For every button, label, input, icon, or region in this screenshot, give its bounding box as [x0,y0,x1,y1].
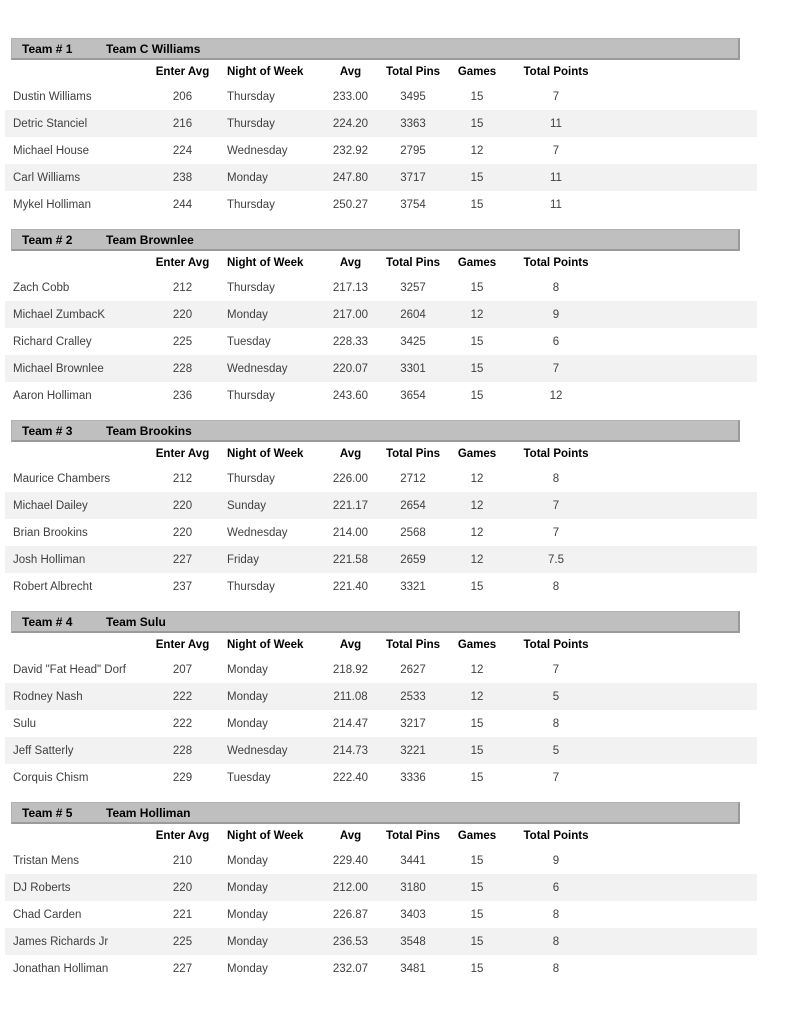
total-points-cell: 9 [552,308,560,321]
player-row [5,573,757,600]
player-name-cell: Sulu [13,717,37,730]
column-header-total-pins: Total Pins [385,447,441,460]
total-pins-cell: 2654 [400,499,426,512]
enter-avg-cell: 210 [172,854,193,867]
player-row [5,355,757,382]
column-header-enter-avg: Enter Avg [155,638,210,651]
avg-cell: 224.20 [332,117,369,130]
player-row [5,137,757,164]
player-row [5,328,757,355]
avg-cell: 233.00 [332,90,369,103]
night-of-week-cell: Monday [227,935,268,948]
column-header-enter-avg: Enter Avg [155,256,210,269]
column-header-games: Games [457,447,497,460]
games-cell: 15 [470,771,484,784]
column-header-total-pins: Total Pins [385,256,441,269]
player-name-cell: Chad Carden [13,908,82,921]
player-row [5,874,757,901]
total-points-cell: 11 [550,171,562,184]
player-row [5,110,757,137]
enter-avg-cell: 220 [172,881,193,894]
player-row [5,764,757,791]
avg-cell: 214.00 [332,526,369,539]
games-cell: 15 [470,717,484,730]
night-of-week-cell: Monday [227,308,268,321]
total-pins-cell: 2659 [400,553,426,566]
night-of-week-cell: Tuesday [227,335,271,348]
night-of-week-cell: Monday [227,881,268,894]
column-header-night-of-week: Night of Week [227,829,304,842]
column-header-enter-avg: Enter Avg [155,65,210,78]
player-row [5,955,757,982]
player-row [5,301,757,328]
enter-avg-cell: 212 [172,281,193,294]
player-row [5,83,757,110]
total-points-cell: 6 [552,335,560,348]
player-name-cell: Mykel Holliman [13,198,91,211]
total-pins-cell: 3336 [400,771,426,784]
enter-avg-cell: 237 [172,580,193,593]
total-pins-cell: 3301 [400,362,426,375]
games-cell: 15 [470,580,484,593]
games-cell: 12 [470,499,484,512]
total-pins-cell: 2627 [400,663,426,676]
total-points-cell: 8 [552,962,560,975]
player-name-cell: Michael Dailey [13,499,88,512]
games-cell: 15 [470,854,484,867]
column-header-total-pins: Total Pins [385,829,441,842]
enter-avg-cell: 227 [172,962,193,975]
night-of-week-cell: Wednesday [227,144,288,157]
team-section [0,38,790,218]
total-pins-cell: 3654 [400,389,426,402]
player-name-cell: Robert Albrecht [13,580,93,593]
night-of-week-cell: Wednesday [227,744,288,757]
column-header-avg: Avg [339,638,362,651]
team-name-label: Team Holliman [106,805,191,820]
player-name-cell: Tristan Mens [13,854,80,867]
games-cell: 12 [470,553,484,566]
night-of-week-cell: Monday [227,717,268,730]
total-pins-cell: 2795 [400,144,426,157]
total-points-cell: 7 [552,526,560,539]
total-pins-cell: 3425 [400,335,426,348]
column-header-avg: Avg [339,65,362,78]
enter-avg-cell: 206 [172,90,193,103]
player-name-cell: Dustin Williams [13,90,92,103]
games-cell: 15 [470,744,484,757]
total-pins-cell: 3717 [400,171,426,184]
games-cell: 12 [470,144,484,157]
avg-cell: 214.73 [332,744,369,757]
total-pins-cell: 3754 [400,198,426,211]
night-of-week-cell: Monday [227,690,268,703]
total-points-cell: 7 [552,663,560,676]
night-of-week-cell: Thursday [227,281,275,294]
column-header-row [5,824,757,847]
column-header-total-points: Total Points [523,638,589,651]
avg-cell: 222.40 [332,771,369,784]
total-points-cell: 11 [550,117,562,130]
total-points-cell: 8 [552,908,560,921]
total-points-cell: 7.5 [548,553,564,566]
games-cell: 12 [470,690,484,703]
enter-avg-cell: 220 [172,308,193,321]
games-cell: 15 [470,908,484,921]
column-header-row [5,60,757,83]
enter-avg-cell: 224 [172,144,193,157]
total-points-cell: 12 [549,389,563,402]
avg-cell: 226.87 [332,908,369,921]
total-pins-cell: 3321 [400,580,426,593]
column-header-avg: Avg [339,447,362,460]
column-header-night-of-week: Night of Week [227,638,304,651]
total-pins-cell: 3481 [400,962,426,975]
team-name-label: Team Brookins [106,423,192,438]
total-points-cell: 8 [552,935,560,948]
team-name-label: Team Brownlee [106,232,194,247]
column-header-games: Games [457,65,497,78]
games-cell: 15 [470,90,484,103]
player-name-cell: Carl Williams [13,171,81,184]
avg-cell: 217.13 [332,281,369,294]
player-row [5,928,757,955]
total-pins-cell: 3495 [400,90,426,103]
night-of-week-cell: Thursday [227,472,275,485]
games-cell: 15 [470,171,484,184]
player-name-cell: Brian Brookins [13,526,88,539]
night-of-week-cell: Thursday [227,389,275,402]
total-pins-cell: 3257 [400,281,426,294]
player-name-cell: David "Fat Head" Dorf [13,663,126,676]
games-cell: 15 [470,281,484,294]
games-cell: 12 [470,308,484,321]
team-section [0,229,790,409]
enter-avg-cell: 212 [172,472,193,485]
enter-avg-cell: 220 [172,526,193,539]
total-points-cell: 8 [552,281,560,294]
player-row [5,710,757,737]
total-points-cell: 11 [550,198,562,211]
enter-avg-cell: 222 [172,690,193,703]
total-pins-cell: 3548 [400,935,426,948]
team-header-bar [11,229,740,251]
player-name-cell: Jeff Satterly [13,744,74,757]
enter-avg-cell: 221 [172,908,193,921]
avg-cell: 228.33 [332,335,369,348]
total-points-cell: 7 [552,144,560,157]
games-cell: 15 [470,935,484,948]
total-points-cell: 5 [552,744,560,757]
player-row [5,164,757,191]
total-pins-cell: 3363 [400,117,426,130]
team-number-label: Team # 5 [22,805,73,820]
team-section [0,802,790,982]
player-name-cell: Michael House [13,144,90,157]
player-row [5,847,757,874]
player-name-cell: Richard Cralley [13,335,92,348]
player-name-cell: Rodney Nash [13,690,83,703]
column-header-total-points: Total Points [523,256,589,269]
total-points-cell: 5 [552,690,560,703]
team-header-bar [11,802,740,824]
avg-cell: 236.53 [332,935,369,948]
column-header-night-of-week: Night of Week [227,65,304,78]
team-number-label: Team # 2 [22,232,73,247]
column-header-row [5,633,757,656]
total-points-cell: 8 [552,717,560,730]
column-header-total-points: Total Points [523,447,589,460]
column-header-games: Games [457,829,497,842]
team-number-label: Team # 3 [22,423,73,438]
enter-avg-cell: 220 [172,499,193,512]
avg-cell: 250.27 [332,198,369,211]
night-of-week-cell: Monday [227,171,268,184]
total-pins-cell: 2568 [400,526,426,539]
enter-avg-cell: 244 [172,198,193,211]
enter-avg-cell: 225 [172,335,193,348]
enter-avg-cell: 236 [172,389,193,402]
player-row [5,901,757,928]
avg-cell: 229.40 [332,854,369,867]
games-cell: 12 [470,526,484,539]
team-name-label: Team Sulu [106,614,166,629]
player-row [5,382,757,409]
games-cell: 15 [470,117,484,130]
total-pins-cell: 3180 [400,881,426,894]
enter-avg-cell: 222 [172,717,193,730]
avg-cell: 232.07 [332,962,369,975]
column-header-night-of-week: Night of Week [227,256,304,269]
total-pins-cell: 3217 [400,717,426,730]
night-of-week-cell: Monday [227,854,268,867]
games-cell: 15 [470,335,484,348]
enter-avg-cell: 216 [172,117,193,130]
night-of-week-cell: Monday [227,908,268,921]
avg-cell: 221.17 [332,499,369,512]
player-name-cell: Michael ZumbacK [13,308,106,321]
total-points-cell: 8 [552,472,560,485]
column-header-enter-avg: Enter Avg [155,447,210,460]
games-cell: 15 [470,389,484,402]
avg-cell: 211.08 [333,690,368,703]
total-pins-cell: 3221 [400,744,426,757]
player-name-cell: James Richards Jr [13,935,109,948]
night-of-week-cell: Wednesday [227,362,288,375]
total-points-cell: 9 [552,854,560,867]
night-of-week-cell: Friday [227,553,259,566]
night-of-week-cell: Thursday [227,117,275,130]
total-points-cell: 7 [552,499,560,512]
column-header-avg: Avg [339,829,362,842]
player-name-cell: Jonathan Holliman [13,962,109,975]
avg-cell: 221.40 [332,580,369,593]
night-of-week-cell: Sunday [227,499,267,512]
player-name-cell: Detric Stanciel [13,117,88,130]
team-number-label: Team # 1 [22,41,73,56]
total-pins-cell: 3441 [400,854,426,867]
player-row [5,737,757,764]
enter-avg-cell: 207 [172,663,193,676]
night-of-week-cell: Thursday [227,198,275,211]
column-header-total-points: Total Points [523,829,589,842]
player-name-cell: Aaron Holliman [13,389,92,402]
games-cell: 15 [470,198,484,211]
column-header-total-pins: Total Pins [385,65,441,78]
avg-cell: 232.92 [332,144,369,157]
column-header-night-of-week: Night of Week [227,447,304,460]
total-pins-cell: 2604 [400,308,426,321]
team-header-bar [11,611,740,633]
player-name-cell: Corquis Chism [13,771,89,784]
games-cell: 12 [470,663,484,676]
column-header-games: Games [457,256,497,269]
night-of-week-cell: Monday [227,663,268,676]
total-points-cell: 7 [552,90,560,103]
games-cell: 15 [470,962,484,975]
enter-avg-cell: 228 [172,744,193,757]
player-row [5,274,757,301]
total-pins-cell: 2533 [400,690,426,703]
column-header-avg: Avg [339,256,362,269]
avg-cell: 247.80 [332,171,369,184]
games-cell: 15 [470,881,484,894]
night-of-week-cell: Thursday [227,580,275,593]
player-row [5,683,757,710]
avg-cell: 221.58 [332,553,369,566]
column-header-games: Games [457,638,497,651]
team-name-label: Team C Williams [106,41,201,56]
enter-avg-cell: 228 [172,362,193,375]
total-points-cell: 8 [552,580,560,593]
player-name-cell: Maurice Chambers [13,472,111,485]
team-section [0,611,790,791]
team-section [0,420,790,600]
column-header-row [5,442,757,465]
night-of-week-cell: Monday [227,962,268,975]
enter-avg-cell: 238 [172,171,193,184]
player-name-cell: Zach Cobb [13,281,70,294]
team-number-label: Team # 4 [22,614,73,629]
team-header-bar [11,38,740,60]
night-of-week-cell: Tuesday [227,771,271,784]
player-row [5,656,757,683]
player-row [5,519,757,546]
total-points-cell: 7 [552,771,560,784]
avg-cell: 212.00 [332,881,369,894]
night-of-week-cell: Wednesday [227,526,288,539]
player-name-cell: Michael Brownlee [13,362,104,375]
avg-cell: 218.92 [332,663,369,676]
avg-cell: 217.00 [332,308,369,321]
enter-avg-cell: 225 [172,935,193,948]
player-row [5,546,757,573]
column-header-total-points: Total Points [523,65,589,78]
enter-avg-cell: 227 [172,553,193,566]
player-row [5,465,757,492]
total-pins-cell: 3403 [400,908,426,921]
total-points-cell: 6 [552,881,560,894]
total-points-cell: 7 [552,362,560,375]
player-row [5,191,757,218]
games-cell: 12 [470,472,484,485]
team-header-bar [11,420,740,442]
avg-cell: 214.47 [332,717,369,730]
games-cell: 15 [470,362,484,375]
column-header-enter-avg: Enter Avg [155,829,210,842]
avg-cell: 220.07 [332,362,369,375]
avg-cell: 243.60 [332,389,369,402]
column-header-row [5,251,757,274]
avg-cell: 226.00 [332,472,369,485]
player-row [5,492,757,519]
player-name-cell: DJ Roberts [13,881,71,894]
enter-avg-cell: 229 [172,771,193,784]
night-of-week-cell: Thursday [227,90,275,103]
total-pins-cell: 2712 [400,472,426,485]
player-name-cell: Josh Holliman [13,553,86,566]
column-header-total-pins: Total Pins [385,638,441,651]
